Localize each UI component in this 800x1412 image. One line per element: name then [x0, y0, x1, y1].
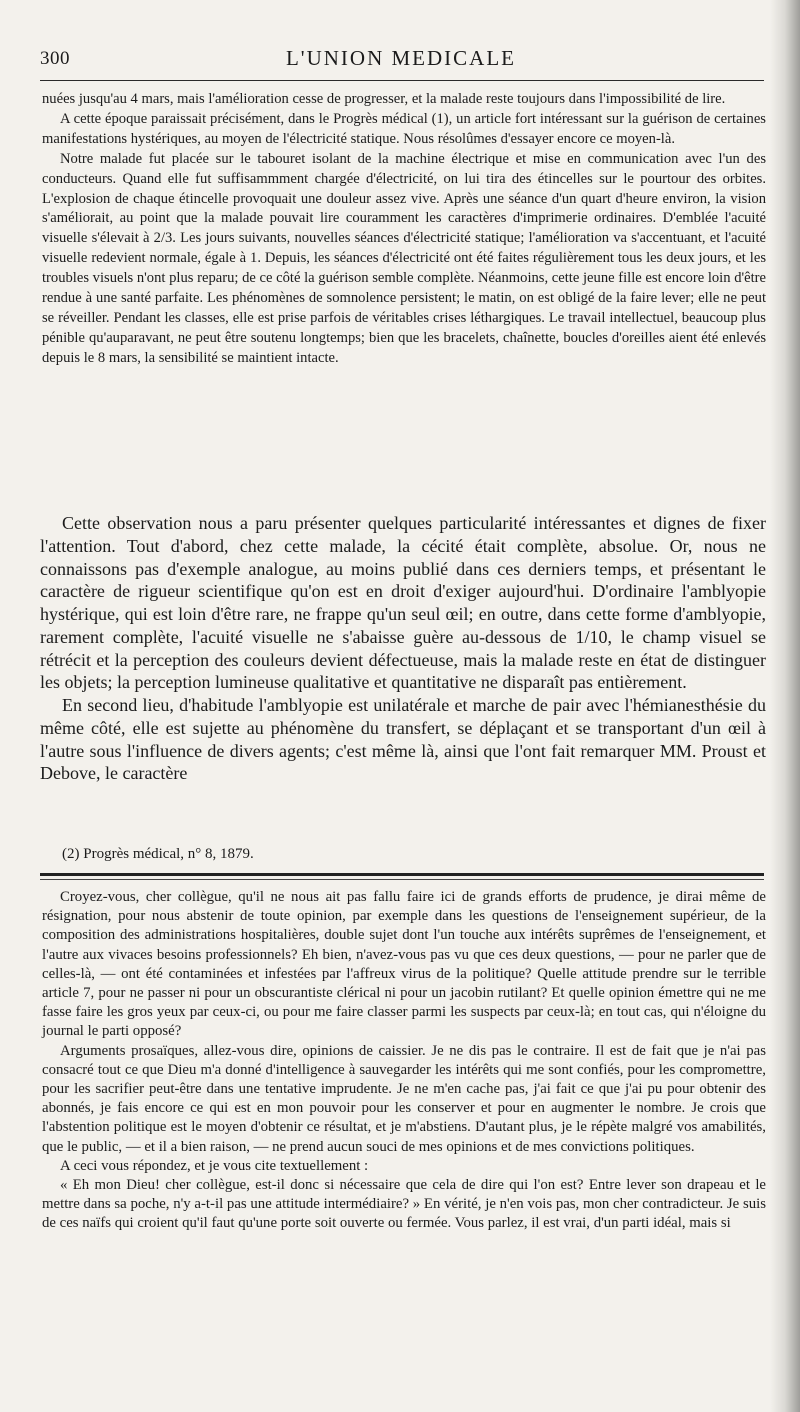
running-title: L'UNION MEDICALE — [285, 46, 516, 70]
feuilleton-text — [42, 888, 766, 1234]
commentary-text — [40, 512, 766, 785]
paragraph: En second lieu, d'habitude l'amblyopie est unilatérale et marche de pair avec l'hémianesthésie du même côté, elle est sujette au phénomène du transfert, se déplaçant et se transportant d'un œil à l'autre sous l'influence de divers agents; c'est même là, ainsi que l'ont fait remarquer MM. Proust et Debove, le caractère — [40, 695, 766, 784]
paragraph: nuées jusqu'au 4 mars, mais l'amélioration cesse de progresser, et la malade reste toujours dans l'impossibilité de lire. — [42, 91, 726, 107]
paragraph: Croyez-vous, cher collègue, qu'il ne nous ait pas fallu faire ici de grands efforts de prudence, je dirai même de résignation, pour nous abstenir de toute opinion, par exemple dans les questions de l'enseignement supérieur, de la composition des administrations hospitalières, double sujet dont l'un touche aux intérêts suprêmes de l'enseignement, et l'autre aux vivaces besoins professionnels? Eh bien, n'avez-vous pas vu que ces deux questions, — pour ne parler que de celles-là, — ont été contaminées et infestées par l'affreux virus de la politique? Quelle attitude prendre sur le terrible article 7, pour ne passer ni pour un obscurantiste clérical ni pour un jacobin rutilant? Et quelle opinion émettre qui ne me fasse faire les gros yeux par ceux-ci, ou pour me faire classer parmi les suspects par ceux-là; en tout cas, qui n'éloigne du journal le parti opposé? — [42, 889, 766, 1040]
page-edge-shadow — [770, 0, 800, 1412]
paragraph: A cette époque paraissait précisément, dans le Progrès médical (1), un article fort intéressant sur la guérison de certaines manifestations hystériques, au moyen de l'électricité statique. Nous résolûmes d'essayer encore ce moyen-là. — [42, 110, 766, 147]
case-report-text — [42, 90, 766, 369]
paragraph: Notre malade fut placée sur le tabouret isolant de la machine électrique et mise en communication avec l'un des conducteurs. Quand elle fut suffisammment chargée d'électricité, on lui tira des étincelles sur le pourtour des orbites. L'explosion de chaque étincelle provoquait une douleur assez vive. Après une séance d'un quart d'heure environ, la vision s'améliorait, au point que la malade pouvait lire couramment les caractères d'imprimerie ordinaires. D'emblée l'acuité visuelle s'élevait à 2/3. Les jours suivants, nouvelles séances d'électricité statique; l'amélioration va s'accentuant, et l'acuité visuelle redevient normale, égale à 1. Depuis, les séances d'électricité ont été faites régulièrement tous les deux jours, et les troubles visuels n'ont plus reparu; de ce côté la guérison semble complète. Néanmoins, cette jeune fille est encore loin d'être rendue à une santé parfaite. Les phénomènes de somnolence persistent; le matin, on est obligé de la faire lever; elle ne peut se réveiller. Pendant les classes, elle est prise parfois de véritables crises léthargiques. Le travail intellectuel, beaucoup plus pénible qu'auparavant, ne peut être soutenu longtemps; bien que les bracelets, chaînette, boucles d'oreilles aient été enlevés depuis le 8 mars, la sensibilité se maintient intacte. — [42, 150, 766, 366]
page-header — [40, 44, 762, 74]
paragraph: A ceci vous répondez, et je vous cite textuellement : — [60, 1157, 369, 1174]
paragraph: Cette observation nous a paru présenter quelques particularité intéressantes et dignes de fixer l'attention. Tout d'abord, chez cette malade, la cécité était complète, absolue. Or, nous ne connaissons pas d'exemple analogue, au moins publié dans ces derniers temps, et présentant le caractère de rigueur scientifique qu'on est en droit d'exiger aujourd'hui. D'ordinaire l'amblyopie hystérique, qui est loin d'être rare, ne frappe qu'un seul œil; en outre, dans cette forme d'amblyopie, rarement complète, l'acuité visuelle ne s'abaisse guère au-dessous de 1/10, le champ visuel se rétrécit et la perception des couleurs devient défectueuse, mais la malade reste en état de distinguer les objets; la perception lumineuse qualitative et quantitative ne disparaît pas entièrement. — [40, 513, 766, 693]
header-rule — [40, 80, 764, 81]
paragraph: Arguments prosaïques, allez-vous dire, opinions de caissier. Je ne dis pas le contraire. Il est de fait que je n'ai pas consacré tout ce que Dieu m'a donné d'intelligence à sauvegarder les intérêts qui me sont confiés, pour les compromettre, pour les sacrifier peut-être dans une tentative imprudente. Je ne m'en cache pas, j'ai fait ce que j'ai pu pour obtenir des abonnés, je fais encore ce qui est en mon pouvoir pour les conserver et pour en augmenter le nombre. Je crois que l'abstention politique est le moyen d'obtenir ce résultat, et je m'abstiens. D'autant plus, je le répète malgré vos amabilités, que le public, — et il a bien raison, — ne prend aucun souci de mes opinions et de mes convictions politiques. — [42, 1042, 766, 1155]
paragraph: « Eh mon Dieu! cher collègue, est-il donc si nécessaire que cela de dire qui l'on est? Entre lever son drapeau et le mettre dans sa poche, n'y a-t-il pas une attitude intermédiaire? » En vérité, je n'en vois pas, mon cher contradicteur. Je suis de ces naïfs qui croient qu'il faut qu'une porte soit ouverte ou fermée. Vous parlez, il est vrai, d'un parti idéal, mais si — [42, 1177, 766, 1232]
feuilleton-separator — [40, 873, 764, 876]
feuilleton-separator-thin — [40, 879, 764, 880]
page-number: 300 — [40, 48, 70, 69]
footnote: (2) Progrès médical, n° 8, 1879. — [62, 846, 254, 862]
